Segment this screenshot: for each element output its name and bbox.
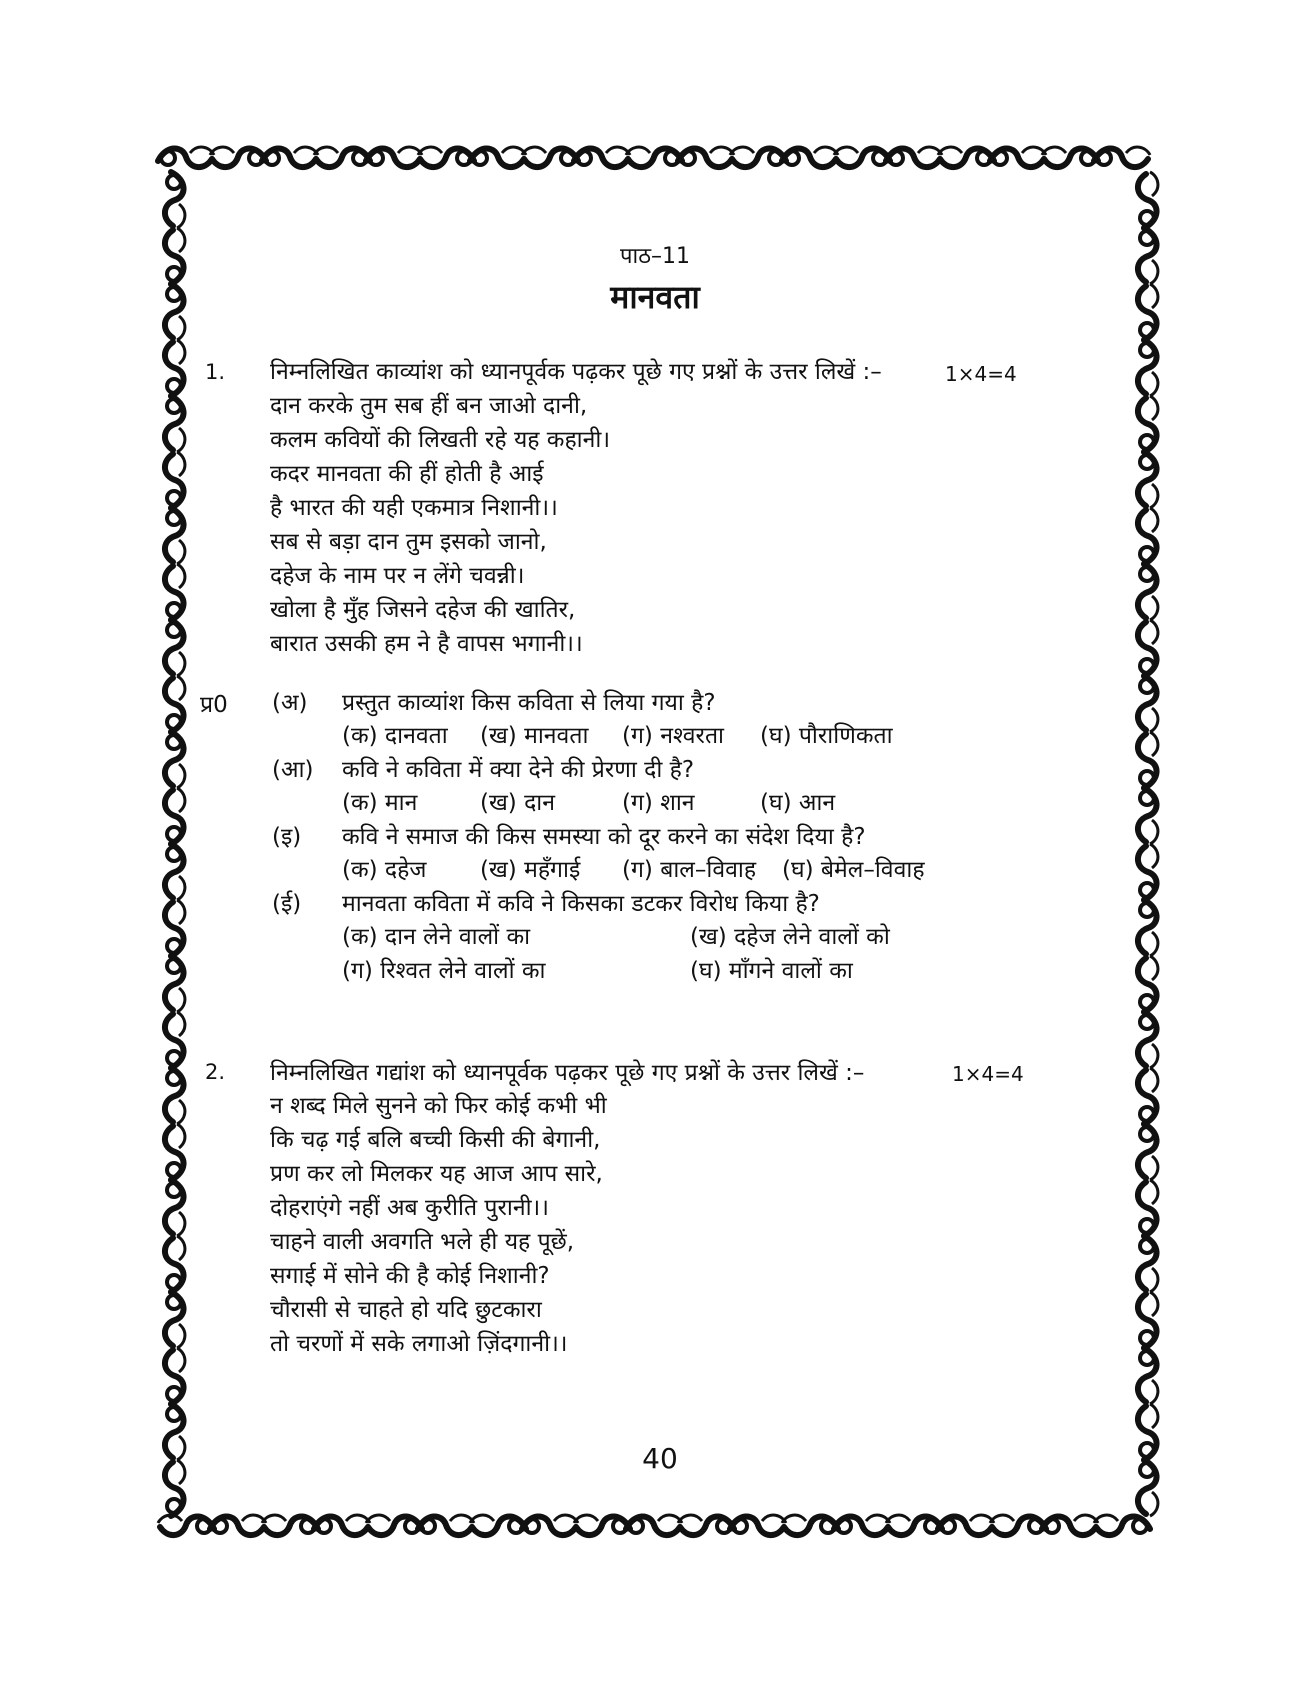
lesson-title: मानवता bbox=[610, 278, 700, 316]
poem-line: सब से बड़ा दान तुम इसको जानो, bbox=[270, 529, 547, 555]
option: (ग) रिश्वत लेने वालों का bbox=[342, 958, 546, 984]
subquestion-text: प्रस्तुत काव्यांश किस कविता से लिया गया है? bbox=[342, 690, 716, 716]
option: (घ) माँगने वालों का bbox=[690, 958, 853, 984]
question-2-instruction: निम्नलिखित गद्यांश को ध्यानपूर्वक पढ़कर पूछे गए प्रश्नों के उत्तर लिखें :– bbox=[270, 1060, 865, 1086]
option: (क) दान लेने वालों का bbox=[342, 924, 531, 950]
poem-line: दान करके तुम सब हीं बन जाओ दानी, bbox=[270, 393, 588, 419]
option: (ख) मानवता bbox=[480, 723, 589, 749]
option: (ख) महँगाई bbox=[480, 857, 581, 883]
passage-line: चौरासी से चाहते हो यदि छुटकारा bbox=[270, 1297, 542, 1323]
poem-line: कलम कवियों की लिखती रहे यह कहानी। bbox=[270, 427, 611, 453]
option: (ख) दान bbox=[480, 790, 556, 816]
option: (ग) नश्वरता bbox=[622, 723, 725, 749]
question-1-marks: 1×4=4 bbox=[945, 362, 1017, 386]
question-1-instruction: निम्नलिखित काव्यांश को ध्यानपूर्वक पढ़कर पूछे गए प्रश्नों के उत्तर लिखें :– bbox=[270, 359, 882, 385]
passage-line: सगाई में सोने की है कोई निशानी? bbox=[270, 1263, 550, 1289]
option: (ख) दहेज लेने वालों को bbox=[690, 924, 890, 950]
subquestion-id: (ई) bbox=[272, 891, 302, 917]
question-2-marks: 1×4=4 bbox=[952, 1062, 1024, 1086]
passage-line: तो चरणों में सके लगाओ ज़िंदगानी।। bbox=[270, 1331, 568, 1357]
poem-line: बारात उसकी हम ने है वापस भगानी।। bbox=[270, 631, 583, 657]
lesson-number: पाठ–11 bbox=[620, 244, 690, 269]
page-number: 40 bbox=[642, 1442, 678, 1475]
option: (क) दहेज bbox=[342, 857, 427, 883]
option: (घ) बेमेल–विवाह bbox=[782, 857, 925, 883]
subquestion-id: (अ) bbox=[272, 690, 308, 716]
option: (ग) शान bbox=[622, 790, 695, 816]
option: (क) दानवता bbox=[342, 723, 448, 749]
question-2-number: 2. bbox=[205, 1060, 226, 1084]
passage-line: प्रण कर लो मिलकर यह आज आप सारे, bbox=[270, 1161, 603, 1187]
passage-line: न शब्द मिले सुनने को फिर कोई कभी भी bbox=[270, 1093, 607, 1119]
poem-line: खोला है मुँह जिसने दहेज की खातिर, bbox=[270, 597, 576, 623]
subquestion-text: कवि ने कविता में क्या देने की प्रेरणा दी है? bbox=[342, 757, 695, 783]
poem-line: दहेज के नाम पर न लेंगे चवन्नी। bbox=[270, 563, 525, 589]
passage-line: कि चढ़ गई बलि बच्ची किसी की बेगानी, bbox=[270, 1127, 601, 1153]
subquestion-text: कवि ने समाज की किस समस्या को दूर करने का संदेश दिया है? bbox=[342, 824, 866, 850]
questions-label: प्र0 bbox=[200, 692, 228, 718]
passage-line: दोहराएंगे नहीं अब कुरीति पुरानी।। bbox=[270, 1195, 549, 1221]
subquestion-id: (इ) bbox=[272, 824, 302, 850]
subquestion-id: (आ) bbox=[272, 757, 314, 783]
question-1-number: 1. bbox=[205, 360, 226, 384]
passage-line: चाहने वाली अवगति भले ही यह पूछें, bbox=[270, 1229, 575, 1255]
option: (क) मान bbox=[342, 790, 418, 816]
subquestion-text: मानवता कविता में कवि ने किसका डटकर विरोध किया है? bbox=[342, 891, 820, 917]
option: (घ) पौराणिकता bbox=[760, 723, 893, 749]
option: (घ) आन bbox=[760, 790, 836, 816]
poem-line: है भारत की यही एकमात्र निशानी।। bbox=[270, 495, 558, 521]
option: (ग) बाल–विवाह bbox=[622, 857, 757, 883]
poem-line: कदर मानवता की हीं होती है आई bbox=[270, 461, 544, 487]
